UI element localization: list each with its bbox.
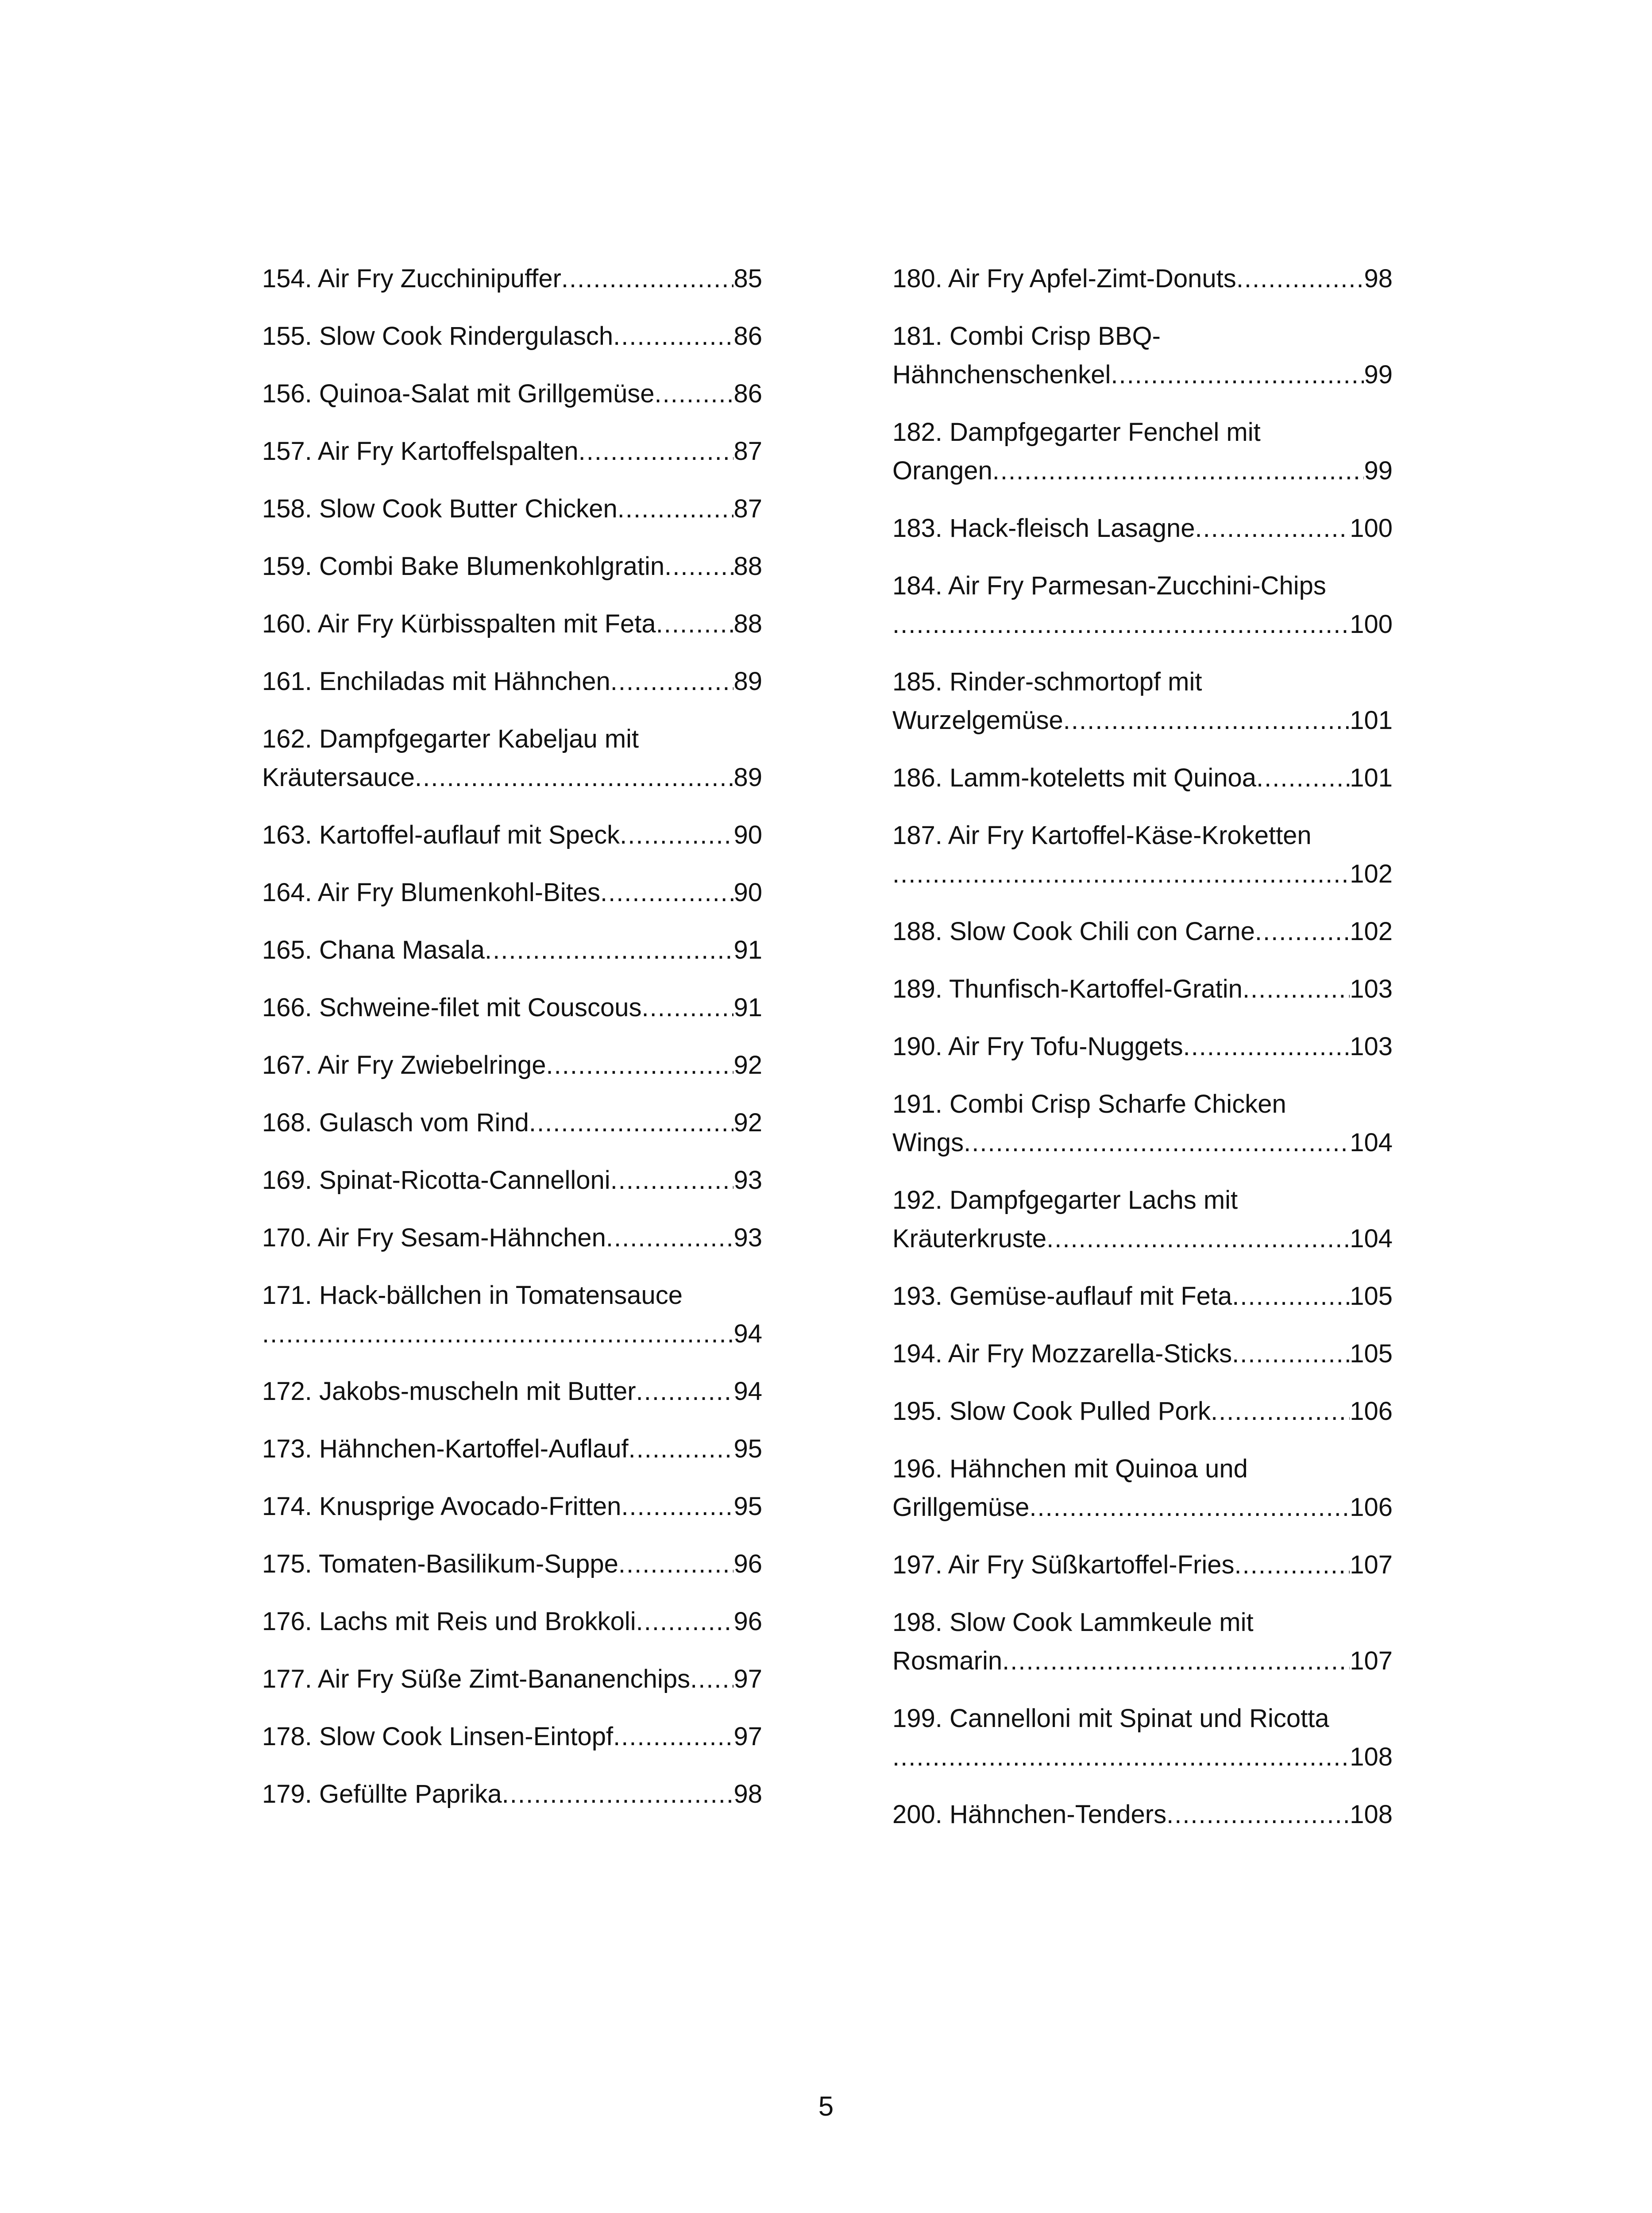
toc-entry-page: 99 [1364, 360, 1393, 389]
toc-entry[interactable] [262, 1218, 762, 1257]
toc-entry[interactable] [892, 317, 1393, 394]
dot-leader [1063, 701, 1350, 740]
toc-entry-title-line: 187. Air Fry Kartoffel-Käse-Kroketten [892, 821, 1312, 850]
dot-leader [636, 1602, 734, 1641]
toc-entry-title: 160. Air Fry Kürbisspalten mit Feta [262, 609, 656, 638]
dot-leader [1256, 759, 1350, 797]
toc-entry[interactable] [892, 1181, 1393, 1258]
dot-leader [1183, 1027, 1350, 1066]
toc-entry-title: Kräutersauce [262, 763, 415, 792]
toc-entry[interactable] [262, 1430, 762, 1468]
toc-entry-page: 101 [1350, 763, 1393, 792]
toc-entry-title-line: 191. Combi Crisp Scharfe Chicken [892, 1090, 1286, 1118]
toc-entry-line [262, 1660, 762, 1698]
toc-entry-line [892, 1795, 1393, 1834]
toc-entry[interactable] [262, 662, 762, 701]
toc-entry-page: 85 [733, 264, 762, 293]
dot-leader [485, 931, 733, 969]
dot-leader [1111, 355, 1364, 394]
toc-entry-page: 107 [1350, 1550, 1393, 1579]
toc-entry-title: 188. Slow Cook Chili con Carne [892, 917, 1255, 946]
toc-entry-line [262, 1775, 762, 1813]
toc-entry-line [262, 1487, 762, 1526]
toc-entry-title-line: 184. Air Fry Parmesan-Zucchini-Chips [892, 571, 1326, 600]
toc-entry-line [892, 701, 1393, 740]
toc-left-column [262, 259, 762, 1832]
toc-entry-line [262, 1717, 762, 1756]
toc-entry-title: 169. Spinat-Ricotta-Cannelloni [262, 1166, 610, 1195]
dot-leader [636, 1372, 734, 1411]
toc-entry-page: 102 [1350, 860, 1393, 888]
toc-entry-title: 161. Enchiladas mit Hähnchen [262, 667, 610, 696]
toc-entry-title: 200. Hähnchen-Tenders [892, 1800, 1167, 1829]
toc-entry[interactable] [892, 259, 1393, 298]
toc-entry-title: Hähnchenschenkel [892, 360, 1111, 389]
toc-entry-page: 106 [1350, 1397, 1393, 1426]
toc-entry-line [262, 605, 762, 643]
toc-entry-title: Wurzelgemüse [892, 706, 1063, 735]
toc-entry-title: 170. Air Fry Sesam-Hähnchen [262, 1223, 606, 1252]
toc-entry-line [262, 1545, 762, 1583]
toc-entry-line [262, 547, 762, 586]
toc-entry[interactable] [262, 931, 762, 969]
dot-leader [1232, 1334, 1350, 1373]
dot-leader [892, 1738, 1350, 1776]
toc-entry-line [262, 873, 762, 912]
dot-leader [561, 259, 734, 298]
dot-leader [892, 605, 1350, 644]
toc-entry-title: 180. Air Fry Apfel-Zimt-Donuts [892, 264, 1236, 293]
dot-leader [1195, 509, 1350, 547]
toc-entry-title: 178. Slow Cook Linsen-Eintopf [262, 1722, 614, 1751]
toc-entry-title: 157. Air Fry Kartoffelspalten [262, 437, 579, 466]
toc-entry[interactable] [262, 1103, 762, 1142]
toc-entry-page: 91 [733, 936, 762, 964]
dot-leader [579, 432, 734, 470]
toc-entry-title-line: 198. Slow Cook Lammkeule mit [892, 1608, 1254, 1637]
toc-entry[interactable] [892, 1277, 1393, 1315]
toc-entry-page: 88 [733, 552, 762, 581]
toc-entry[interactable] [892, 1085, 1393, 1162]
toc-entry-line [892, 1123, 1393, 1162]
toc-entry-page: 93 [733, 1223, 762, 1252]
toc-entry-title-line: 199. Cannelloni mit Spinat und Ricotta [892, 1704, 1329, 1733]
toc-entry-title: Wings [892, 1128, 964, 1157]
toc-entry-line [262, 432, 762, 470]
toc-entry-line [262, 1103, 762, 1142]
toc-entry-line [262, 1218, 762, 1257]
toc-entry[interactable] [892, 912, 1393, 951]
toc-entry-title-line: 185. Rinder-schmortopf mit [892, 667, 1202, 696]
toc-entry-page: 91 [733, 993, 762, 1022]
toc-entry-page: 103 [1350, 1032, 1393, 1061]
toc-entry[interactable] [892, 509, 1393, 547]
toc-entry-title: 195. Slow Cook Pulled Pork [892, 1397, 1211, 1426]
toc-entry-page: 97 [733, 1665, 762, 1693]
toc-entry-page: 98 [733, 1780, 762, 1808]
toc-entry-line [892, 1642, 1393, 1680]
toc-entry-page: 103 [1350, 975, 1393, 1003]
toc-entry[interactable] [892, 413, 1393, 490]
toc-entry-title: 164. Air Fry Blumenkohl-Bites [262, 878, 600, 907]
dot-leader [1236, 259, 1364, 298]
toc-entry-page: 108 [1350, 1800, 1393, 1829]
toc-entry-title: 194. Air Fry Mozzarella-Sticks [892, 1339, 1232, 1368]
toc-entry-page: 94 [733, 1377, 762, 1406]
toc-entry-page: 86 [733, 322, 762, 351]
toc-entry-page: 98 [1364, 264, 1393, 293]
toc-entry-line [892, 1392, 1393, 1430]
toc-entry[interactable] [892, 1546, 1393, 1584]
toc-entry[interactable] [892, 1795, 1393, 1834]
toc-entry-title-line: 196. Hähnchen mit Quinoa und [892, 1454, 1248, 1483]
toc-entry-line [892, 1488, 1393, 1527]
toc-entry-page: 87 [733, 494, 762, 523]
toc-entry-line [262, 1161, 762, 1199]
dot-leader [610, 662, 734, 701]
toc-entry-title: 154. Air Fry Zucchinipuffer [262, 264, 561, 293]
toc-entry[interactable] [262, 605, 762, 643]
toc-entry[interactable] [892, 1699, 1393, 1776]
toc-entry[interactable] [262, 1487, 762, 1526]
toc-entry-line [262, 374, 762, 413]
toc-entry-page: 105 [1350, 1282, 1393, 1311]
dot-leader [529, 1103, 734, 1142]
dot-leader [1046, 1219, 1350, 1258]
toc-entry-line [892, 912, 1393, 951]
toc-entry-line [262, 1372, 762, 1411]
toc-entry[interactable] [262, 374, 762, 413]
toc-entry[interactable] [262, 547, 762, 586]
dot-leader [415, 758, 734, 797]
toc-entry-page: 95 [733, 1434, 762, 1463]
dot-leader [1232, 1277, 1350, 1315]
dot-leader [1166, 1795, 1350, 1834]
toc-entry-page: 96 [733, 1607, 762, 1636]
toc-entry-title: 190. Air Fry Tofu-Nuggets [892, 1032, 1183, 1061]
toc-entry-page: 104 [1350, 1128, 1393, 1157]
dot-leader [1255, 912, 1350, 951]
dot-leader [656, 605, 734, 643]
toc-entry[interactable] [262, 1046, 762, 1084]
toc-entry-title: 167. Air Fry Zwiebelringe [262, 1051, 546, 1080]
toc-entry-page: 96 [733, 1550, 762, 1578]
dot-leader [642, 988, 734, 1027]
toc-entry-title: 175. Tomaten-Basilikum-Suppe [262, 1550, 618, 1578]
dot-leader [262, 1315, 733, 1353]
toc-entry-title-line: 192. Dampfgegarter Lachs mit [892, 1186, 1238, 1214]
toc-entry-title: 197. Air Fry Süßkartoffel-Fries [892, 1550, 1235, 1579]
toc-entry[interactable] [262, 490, 762, 528]
dot-leader [1211, 1392, 1350, 1430]
toc-entry-title: 155. Slow Cook Rindergulasch [262, 322, 614, 351]
toc-entry-line [892, 1277, 1393, 1315]
toc-entry[interactable] [262, 1545, 762, 1583]
toc-entry-title: 166. Schweine-filet mit Couscous [262, 993, 642, 1022]
toc-entry-page: 100 [1350, 514, 1393, 543]
toc-entry-line [262, 988, 762, 1027]
toc-entry-title: Grillgemüse [892, 1493, 1030, 1522]
toc-entry[interactable] [262, 1775, 762, 1813]
toc-entry-page: 107 [1350, 1646, 1393, 1675]
dot-leader [964, 1123, 1350, 1162]
toc-entry[interactable] [892, 1334, 1393, 1373]
toc-entry-line [892, 759, 1393, 797]
toc-entry[interactable] [262, 1660, 762, 1698]
toc-entry-page: 99 [1364, 456, 1393, 485]
toc-entry-title: 172. Jakobs-muscheln mit Butter [262, 1377, 636, 1406]
toc-right-column [892, 259, 1393, 1853]
toc-entry[interactable] [892, 816, 1393, 893]
dot-leader [618, 490, 734, 528]
toc-entry-line [262, 317, 762, 355]
toc-entry-line [892, 1738, 1393, 1776]
dot-leader [655, 374, 734, 413]
toc-entry[interactable] [262, 816, 762, 854]
toc-entry-page: 90 [733, 821, 762, 849]
toc-entry-page: 102 [1350, 917, 1393, 946]
toc-entry-line [892, 259, 1393, 298]
dot-leader [629, 1430, 734, 1468]
toc-entry-page: 92 [733, 1051, 762, 1080]
toc-entry-title-line: 171. Hack-bällchen in Tomatensauce [262, 1281, 683, 1310]
toc-entry-line [262, 816, 762, 854]
toc-entry-page: 100 [1350, 610, 1393, 639]
dot-leader [621, 1487, 733, 1526]
toc-entry[interactable] [892, 759, 1393, 797]
toc-entry-title: Kräuterkruste [892, 1224, 1047, 1253]
toc-entry-page: 104 [1350, 1224, 1393, 1253]
toc-entry-line [262, 1602, 762, 1641]
toc-entry-line [262, 1315, 762, 1353]
dot-leader [664, 547, 733, 586]
toc-entry-line [892, 355, 1393, 394]
toc-entry-line [262, 758, 762, 797]
toc-entry-line [892, 1027, 1393, 1066]
toc-entry-title: Orangen [892, 456, 992, 485]
dot-leader [1029, 1488, 1350, 1527]
toc-entry-title: Rosmarin [892, 1646, 1003, 1675]
dot-leader [606, 1218, 734, 1257]
toc-entry[interactable] [892, 1603, 1393, 1680]
dot-leader [690, 1660, 733, 1698]
toc-entry[interactable] [892, 1450, 1393, 1527]
dot-leader [502, 1775, 734, 1813]
toc-entry-page: 92 [733, 1108, 762, 1137]
dot-leader [620, 816, 733, 854]
dot-leader [892, 855, 1350, 893]
toc-entry-line [892, 855, 1393, 893]
toc-entry-line [262, 1430, 762, 1468]
toc-entry[interactable] [262, 1161, 762, 1199]
toc-entry-line [892, 1334, 1393, 1373]
toc-entry-line [892, 451, 1393, 490]
toc-entry-title: 168. Gulasch vom Rind [262, 1108, 529, 1137]
toc-entry[interactable] [262, 1372, 762, 1411]
toc-entry-page: 94 [733, 1319, 762, 1348]
toc-entry[interactable] [892, 663, 1393, 740]
page-number: 5 [818, 2091, 834, 2122]
toc-entry[interactable] [262, 1717, 762, 1756]
toc-entry-page: 89 [733, 763, 762, 792]
toc-entry-title: 159. Combi Bake Blumenkohlgratin [262, 552, 665, 581]
dot-leader [600, 873, 734, 912]
toc-entry[interactable] [262, 1276, 762, 1353]
toc-entry-title: 174. Knusprige Avocado-Fritten [262, 1492, 621, 1521]
toc-entry-line [892, 970, 1393, 1008]
toc-entry-page: 105 [1350, 1339, 1393, 1368]
toc-entry-title: 186. Lamm-koteletts mit Quinoa [892, 763, 1257, 792]
toc-entry-line [262, 931, 762, 969]
dot-leader [610, 1161, 734, 1199]
toc-entry-page: 101 [1350, 706, 1393, 735]
dot-leader [613, 317, 733, 355]
toc-entry-page: 86 [733, 379, 762, 408]
dot-leader [992, 451, 1364, 490]
toc-entry-page: 97 [733, 1722, 762, 1751]
toc-entry-page: 106 [1350, 1493, 1393, 1522]
toc-entry-page: 89 [733, 667, 762, 696]
toc-entry-title-line: 182. Dampfgegarter Fenchel mit [892, 418, 1261, 447]
toc-entry-title: 183. Hack-fleisch Lasagne [892, 514, 1195, 543]
dot-leader [613, 1717, 733, 1756]
toc-entry[interactable] [262, 432, 762, 470]
dot-leader [1002, 1642, 1350, 1680]
toc-entry-page: 108 [1350, 1743, 1393, 1771]
toc-entry-line [892, 605, 1393, 644]
toc-entry-page: 93 [733, 1166, 762, 1195]
dot-leader [1235, 1546, 1350, 1584]
toc-entry-page: 87 [733, 437, 762, 466]
toc-entry-title: 189. Thunfisch-Kartoffel-Gratin [892, 975, 1243, 1003]
toc-entry-line [262, 490, 762, 528]
toc-entry-line [892, 1546, 1393, 1584]
toc-entry-title: 179. Gefüllte Paprika [262, 1780, 502, 1808]
toc-entry-line [262, 1046, 762, 1084]
toc-entry-title: 176. Lachs mit Reis und Brokkoli [262, 1607, 636, 1636]
toc-entry-title-line: 162. Dampfgegarter Kabeljau mit [262, 725, 639, 753]
toc-entry[interactable] [262, 873, 762, 912]
toc-entry[interactable] [892, 1392, 1393, 1430]
toc-entry[interactable] [262, 988, 762, 1027]
toc-entry[interactable] [892, 970, 1393, 1008]
toc-entry[interactable] [262, 317, 762, 355]
toc-entry-title: 193. Gemüse-auflauf mit Feta [892, 1282, 1232, 1311]
toc-entry[interactable] [262, 720, 762, 797]
toc-entry-title-line: 181. Combi Crisp BBQ- [892, 322, 1161, 351]
toc-entry-line [892, 1219, 1393, 1258]
toc-entry-title: 173. Hähnchen-Kartoffel-Auflauf [262, 1434, 629, 1463]
toc-entry[interactable] [892, 1027, 1393, 1066]
toc-entry-page: 95 [733, 1492, 762, 1521]
toc-entry-page: 90 [733, 878, 762, 907]
dot-leader [618, 1545, 734, 1583]
toc-entry-page: 88 [733, 609, 762, 638]
toc-entry[interactable] [892, 567, 1393, 644]
toc-entry-line [262, 259, 762, 298]
toc-entry[interactable] [262, 259, 762, 298]
dot-leader [546, 1046, 733, 1084]
toc-entry-title: 177. Air Fry Süße Zimt-Bananenchips [262, 1665, 691, 1693]
toc-entry-title: 156. Quinoa-Salat mit Grillgemüse [262, 379, 655, 408]
toc-entry-title: 165. Chana Masala [262, 936, 485, 964]
toc-entry-line [262, 662, 762, 701]
toc-entry-title: 158. Slow Cook Butter Chicken [262, 494, 618, 523]
dot-leader [1243, 970, 1350, 1008]
toc-entry-title: 163. Kartoffel-auflauf mit Speck [262, 821, 620, 849]
toc-entry[interactable] [262, 1602, 762, 1641]
toc-entry-line [892, 509, 1393, 547]
